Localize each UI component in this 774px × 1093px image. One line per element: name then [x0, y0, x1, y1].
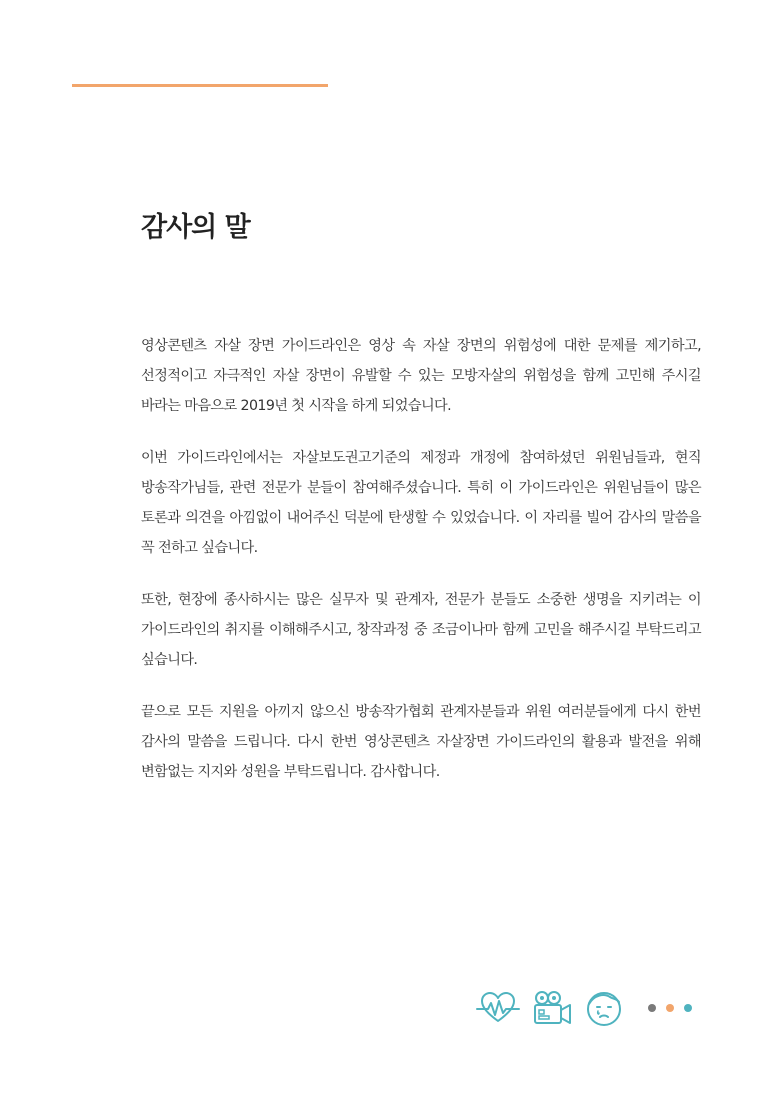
- paragraph-2: 이번 가이드라인에서는 자살보도권고기준의 제정과 개정에 참여하셨던 위원님들과, 현직 방송작가님들, 관련 전문가 분들이 참여해주셨습니다. 특히 이 가이드라인은 위원님들이 많은 토론과 의견을 아낌없이 내어주신 덕분에 탄생할 수 있었습니다. 이 자리를 빌어 감사의 말씀을 꼭 전하고 싶습니다.: [141, 450, 701, 556]
- body-text: [141, 331, 701, 809]
- paragraph-3: 또한, 현장에 종사하시는 많은 실무자 및 관계자, 전문가 분들도 소중한 생명을 지키려는 이 가이드라인의 취지를 이해해주시고, 창작과정 중 조금이나마 함께 고민을 해주시길 부탁드리고 싶습니다.: [141, 592, 701, 668]
- paragraph-4: 끝으로 모든 지원을 아끼지 않으신 방송작가협회 관계자분들과 위원 여러분들에게 다시 한번 감사의 말씀을 드립니다. 다시 한번 영상콘텐츠 자살장면 가이드라인의 활용과 발전을 위해 변함없는 지지와 성원을 부탁드립니다. 감사합니다.: [141, 704, 701, 780]
- teal-dot: [684, 1004, 692, 1012]
- gray-dot: [648, 1004, 656, 1012]
- page-title: 감사의 말: [141, 212, 250, 243]
- paragraph-1: 영상콘텐츠 자살 장면 가이드라인은 영상 속 자살 장면의 위험성에 대한 문제를 제기하고, 선정적이고 자극적인 자살 장면이 유발할 수 있는 모방자살의 위험성을 함께 고민해 주시길 바라는 마음으로 2019년 첫 시작을 하게 되었습니다.: [141, 338, 701, 414]
- orange-dot: [666, 1004, 674, 1012]
- movie-camera-icon: [532, 990, 572, 1026]
- heart-pulse-icon: [476, 990, 520, 1026]
- top-accent-rule: [72, 84, 328, 87]
- decorative-dots: [648, 1004, 692, 1012]
- footer-decoration: [476, 988, 692, 1028]
- face-icon: [584, 989, 624, 1027]
